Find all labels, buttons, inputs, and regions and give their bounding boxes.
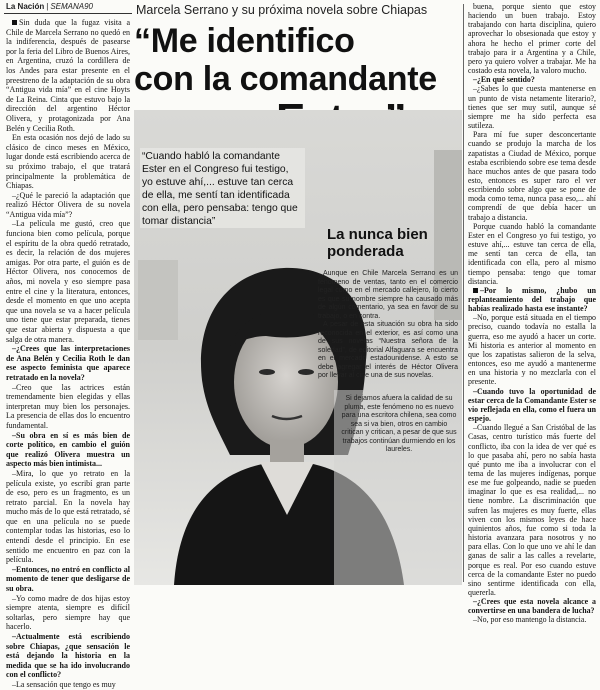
paragraph-text: –Cuando llegué a San Cristóbal de las Casas, centro turístico más fuerte del conflicto, iba con la idea de ver qué es lo que pasaba ahí, pero no sabía hasta qué punto me iba a involucrar con el tema de las mujeres indígenas, porque ese me fue golpeando, nadie se pueden imaginar lo que es esa realidad,... no tiene nombre. La discriminación que sufren las mujeres es muy fuerte, ellas viven con los mismos leyes de hace quinientos años, fue como si toda la historia avanzara para nosotros y no para ellas. Con lo que uno ve ahí le dan ganas de salir a las calles a revelarte, porque es real. Por eso cuando estuve cerca de la comandante Ester no puedo sino sentirme identificada con ella, quererla. xyxy=(468,423,596,597)
middle-text xyxy=(318,270,458,381)
paragraph-text: –¿Qué le pareció la adaptación que realizó Héctor Olivera de su novela “Antigua vida mía”? xyxy=(6,190,130,219)
interview-question xyxy=(6,431,130,469)
interview-question xyxy=(468,286,596,313)
paragraph-text: –¿Sabes lo que cuesta mantenerse en un punto de vista netamente literario?, tienes que ser muy sutil, aunque sé siempre me ha sido perfecta esa sutileza. xyxy=(468,84,596,131)
section-name: SEMANA90 xyxy=(50,2,93,11)
paragraph-text: –Cuando tuvo la oportunidad de estar cerca de la Comandante Ester se vio reflejada en ella, como el fuera un espejo. xyxy=(468,386,596,424)
section-header: La Nación | SEMANA90 xyxy=(6,2,93,11)
interview-question xyxy=(6,344,130,382)
paragraph-text: –¿Crees que esta novela alcance a convertirse en una bandera de lucha? xyxy=(468,597,596,616)
newspaper-name: La Nación xyxy=(6,2,45,11)
bullet-icon xyxy=(473,288,478,293)
paragraph xyxy=(6,469,130,565)
paragraph xyxy=(6,219,130,344)
paragraph-text: Sin duda que la fugaz visita a Chile de Marcela Serrano no quedó en la indiferencia, después de pasearse por la feria del Libro de Buenos Aires, en Argentina, cruzó la cordillera de los Andes para estar presente en el preestreno de la adaptación de su obra “Antigua vida mía” en el cine Hoyts de La Reina. Cinta que estuvo bajo la dirección del argentino Héctor Olivera, y protagonizada por Ana Belén y Cecilia Roth. xyxy=(6,18,130,133)
paragraph-text: En esta ocasión nos dejó de lado su clásico de cinco meses en México, lugar donde está escribiendo acerca de su próximo trabajo, el que tratará principalmente la problemática de Chiapas. xyxy=(6,133,130,191)
paragraph-text: –Mira, lo que yo retrato en la película existe, yo escribí gran parte de eso, pero es un fragmento, es un retrato parcial. En la novela hay mucho más de lo que está retratado, sé que en una película no se puede contemplar todas las historias, eso lo entendí desde el principio. En ese sentido me encuentro en paz con la película. xyxy=(6,468,130,565)
middle-text-2: Si dejamos afuera la calidad de su pluma, este fenómeno no es nuevo para una escritora chilena, sea como sea si va bien, otros en cambio critican y critican, a pesar de que sus trabajos continúan durmiendo en los laureles. xyxy=(341,395,457,453)
column-rule xyxy=(463,4,464,582)
interview-question xyxy=(468,597,596,615)
paragraph-text: –Yo como madre de dos hijas estoy siempre atenta, siempre es difícil soltarlas, pero siempre hay que hacerlo. xyxy=(6,593,130,632)
paragraph-text: Para mí fue super desconcertante cuando se produjo la marcha de los zapatistas a Ciudad de México, porque estaba escribiendo sobre ese tema desde hace muchos antes de que pasara todo esto, entonces es super raro el ver escribiendo sobre algo que se pone de moda como tema, nunca pasa eso,... ahí comprendí de que debía hacer un trabajo a distancia. xyxy=(468,130,596,222)
headline-line-2: con la comandante xyxy=(134,60,437,98)
bullet-icon xyxy=(12,20,17,25)
paragraph-text: –No, porque está situada en el tiempo preciso, cuando todavía no estalla la guerra, eso me ayudó a hacer un corte. Mi historia es anterior al momento en que los zapatistas salieron de la selva, entonces, eso me ayudó a mantenerme en una historia y no mezclarla con el presente. xyxy=(468,313,596,387)
header-rule xyxy=(4,13,132,14)
interview-question xyxy=(6,565,130,594)
paragraph xyxy=(6,133,130,191)
interview-question xyxy=(6,632,130,680)
paragraph-text: –No, por eso mantengo la distancia. xyxy=(473,615,587,625)
paragraph-text: –La sensación que tengo es muy xyxy=(12,679,116,689)
interview-question xyxy=(468,387,596,424)
paragraph-text: –¿En qué sentido? xyxy=(473,75,535,85)
paragraph xyxy=(468,615,596,624)
paragraph-text: –Creo que las actrices están tremendamente bien elegidas y ellas interpretan muy bien los personajes. La presencia de ellas dos lo encuentro fundamental. xyxy=(6,382,130,430)
paragraph xyxy=(468,423,596,597)
subhead: La nunca bien ponderada xyxy=(327,226,428,260)
paragraph-text: –Actualmente está escribiendo sobre Chiapas, ¿que sensación le está dejando la historia en la medida que se ha ido involucrando con el conflicto? xyxy=(6,632,130,680)
paragraph xyxy=(468,130,596,222)
paragraph xyxy=(468,84,596,130)
paragraph xyxy=(468,222,596,286)
paragraph xyxy=(6,383,130,431)
paragraph-text: –Entonces, no entró en conflicto al momento de tener que desligarse de su obra. xyxy=(6,564,130,594)
right-column xyxy=(468,2,596,625)
paragraph xyxy=(6,594,130,632)
pull-quote: “Cuando habló la comandante Ester en el Congreso fui testigo, yo estuve ahí,... estuve tan cerca de ella, me sentí tan identificada con ella, pero pensaba: tengo que tomar distancia” xyxy=(142,151,298,227)
paragraph: Aunque en Chile Marcela Serrano es un fenómeno de ventas, tanto en el comercio legal como en el mercado callejero, lo cierto es que su nombre siempre ha causado más de algún comentario, ya sea en favor de su trabajo, o en contra. xyxy=(318,270,458,320)
paragraph-text: –Por lo mismo, ¿hubo un replanteamiento del trabajo que habías realizado hasta ese instante? xyxy=(468,285,596,314)
left-column xyxy=(6,18,130,689)
paragraph: A pesar de esta situación su obra ha sido reconocida en el exterior, es así como una de sus novelas “Nuestra señora de la soledad”, de editorial Alfaguara se encuentra en el mercado estadounidense. A esto se debe agregar el interés de Héctor Olivera por llevar al cine una de sus novelas. xyxy=(318,321,458,379)
paragraph-text: –La película me gustó, creo que funciona bien como película, porque el espíritu de la obra quedó retratado, es decir, la relación de dos mujeres amigas. Por otra parte, el guión es de Héctor Olivera, nos conocemos de años, mi novela y eso siempre pasa entre el cine y la literatura, entonces, desde el momento en que uno acepta que una novela se va a hacer película uno tiene que estar preparada, tienes que estar abierta y dispuesta a que salga de otra manera. xyxy=(6,219,130,344)
interview-question xyxy=(468,75,596,84)
paragraph xyxy=(6,680,130,690)
headline-line-1: “Me identifico xyxy=(134,22,355,60)
paragraph xyxy=(6,18,130,133)
paragraph xyxy=(6,191,130,220)
paragraph-text: –Su obra en sí es más bien de corte político, en cambio el guión que realizó Olivera muestra un aspecto más bien intimista... xyxy=(6,430,130,469)
paragraph xyxy=(468,313,596,386)
paragraph-text: Porque cuando habló la comandante Ester en el Congreso yo fui testigo, yo estuve ahí,... estuve tan cerca de ella, me sentí tan cerca de ella, tan identificada con ella, pero al mismo tiempo pensaba: tengo que tomar distancia. xyxy=(468,221,596,286)
article-kicker: Marcela Serrano y su próxima novela sobre Chiapas xyxy=(136,3,428,17)
paragraph xyxy=(468,2,596,75)
paragraph-text: –¿Crees que las interpretaciones de Ana Belén y Cecilia Roth le dan ese aspecto feminista que aparece retratado en la novela? xyxy=(6,344,130,382)
paragraph-text: buena, porque siento que estoy haciendo un buen trabajo. Estoy trabajando con harta disciplina, quiero aprovechar lo obsesionada que estoy y ahora he hecho el primer corte del trabajo para ir a Argentina y a Chile, pero ya quiero volver a trabajar. Me ha costado esta novela, la valoro mucho. xyxy=(468,2,596,76)
